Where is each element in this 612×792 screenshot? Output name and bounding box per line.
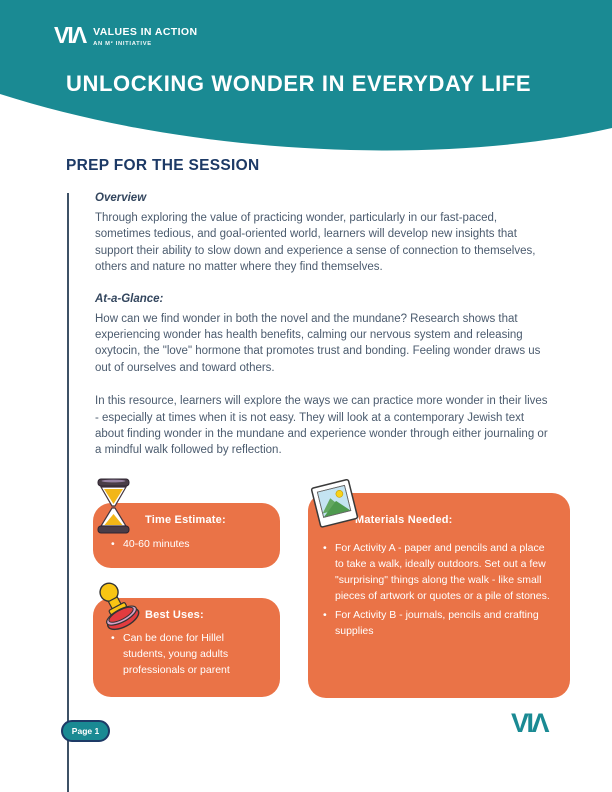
stamp-icon xyxy=(91,577,145,641)
overview-paragraph: Through exploring the value of practicing wonder, particularly in our fast-paced, sometimes tedious, and goal-oriented world, learners will develop new insights that support their ability to slow down and experience a sense of connection to themselves, others and nature no matter where they find themselves. xyxy=(95,212,536,274)
via-footer-logo: VIΛ xyxy=(511,708,548,738)
materials-needed-list xyxy=(322,540,556,639)
best-uses-title: Best Uses: xyxy=(145,609,204,621)
time-estimate-list xyxy=(110,536,263,552)
via-logo xyxy=(54,24,197,47)
at-a-glance-paragraph: How can we find wonder in both the novel and the mundane? Research shows that experiencing wonder has health benefits, calming our nervous system and releasing oxytocin, the "love" hormone that promotes trust and bonding. Feeling wonder draws us out of ourselves and toward others. xyxy=(95,312,541,374)
materials-needed-title: Materials Needed: xyxy=(355,514,453,526)
resource-paragraph: In this resource, learners will explore the ways we can practice more wonder in their lives - especially at times when it is not easy. They will look at a contemporary Jewish text about finding wonder in the mundane and experience wonder through either journaling or a mindful walk followed by reflection. xyxy=(95,395,548,457)
at-a-glance-label: At-a-Glance: xyxy=(95,292,164,305)
left-rule xyxy=(67,193,69,792)
via-logo-text xyxy=(93,26,197,47)
body-content xyxy=(95,192,550,476)
list-item: • For Activity A - paper and pencils and a place to take a walk, ideally outdoors. Set out a few "surprising" things along the walk - like small pieces of artwork or quotes or a pile of stones. xyxy=(322,540,556,604)
via-logo-mark: VIΛ xyxy=(54,22,86,48)
list-item: • Can be done for Hillel students, young adults professionals or parent xyxy=(110,630,268,678)
list-item: • 40-60 minutes xyxy=(110,536,263,552)
section-heading: PREP FOR THE SESSION xyxy=(66,157,260,174)
list-item: • For Activity B - journals, pencils and crafting supplies xyxy=(322,607,556,639)
hourglass-icon xyxy=(95,478,132,535)
via-logo-tagline: AN M² INITIATIVE xyxy=(93,40,152,47)
page-number-badge: Page 1 xyxy=(61,720,110,742)
overview-label: Overview xyxy=(95,192,147,204)
photo-icon xyxy=(309,476,363,534)
time-estimate-title: Time Estimate: xyxy=(145,514,226,526)
via-logo-name: VALUES IN ACTION xyxy=(93,26,198,38)
page-title: UNLOCKING WONDER IN EVERYDAY LIFE xyxy=(66,71,532,96)
